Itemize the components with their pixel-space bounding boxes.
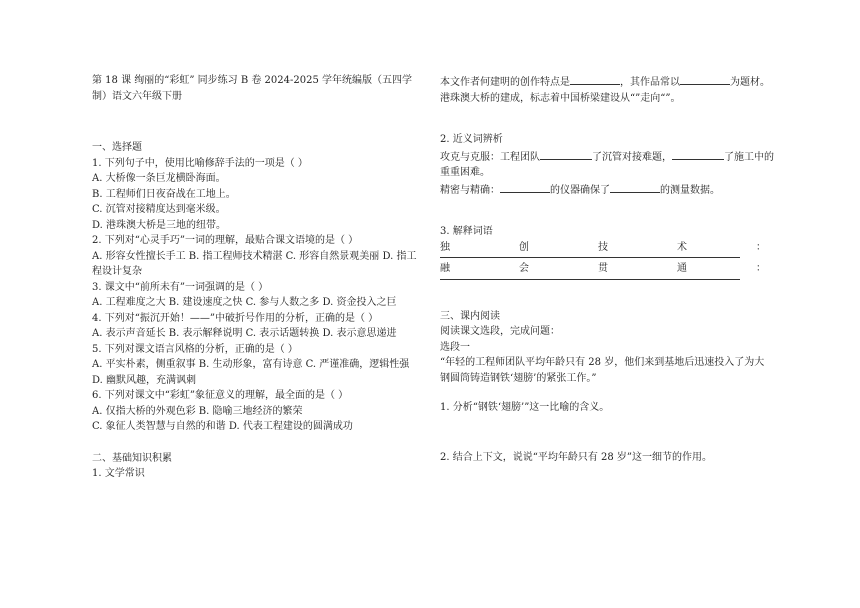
synonym-blank-4[interactable] [610, 181, 660, 193]
question-3-stem: 3. 课文中“前所未有”一词强调的是（ ） [92, 281, 269, 293]
question-1-option-b: B. 工程师们日夜奋战在工地上。 [92, 188, 236, 200]
question-6-stem: 6. 下列对课文中“彩虹”象征意义的理解，最全面的是（ ） [92, 390, 349, 401]
synonym-blank-3[interactable] [500, 181, 550, 193]
definition-subheading: 3. 解释词语 [440, 226, 493, 237]
definition-word-1: 独 创 技 术 ： [440, 241, 766, 253]
literature-blank-2[interactable] [680, 73, 730, 85]
definition-word-2: 融 会 贯 通 ： [440, 263, 766, 274]
reading-question-1: 1. 分析“钢铁‘翅膀’”这一比喻的含义。 [440, 402, 610, 413]
right-column [440, 73, 774, 465]
section-heading-basics: 二、基础知识积累 [92, 452, 172, 464]
question-1-option-a: A. 大桥像一条巨龙横卧海面。 [92, 173, 226, 184]
reading-intro: 阅读课文选段，完成问题： [440, 326, 560, 337]
question-3-options: A. 工程难度之大 B. 建设速度之快 C. 参与人数之多 D. 资金投入之巨 [92, 297, 397, 308]
passage-text: “年轻的工程师团队平均年龄只有 28 岁，他们来到基地后迅速投入了为大钢圆筒铸造钢铁‘翅膀’的紧张工作。” [440, 357, 765, 384]
question-1-option-c: C. 沉管对接精度达到毫米级。 [92, 204, 226, 215]
literature-subheading: 1. 文学常识 [92, 468, 145, 479]
literature-blank-1[interactable] [570, 73, 620, 85]
definition-answer-line-1[interactable] [440, 257, 740, 258]
question-6-options-line-2: C. 象征人类智慧与自然的和谐 D. 代表工程建设的圆满成功 [92, 421, 353, 432]
synonym-subheading: 2. 近义词辨析 [440, 134, 503, 145]
question-2-options: A. 形容女性擅长手工 B. 指工程师技术精湛 C. 形容自然景观美丽 D. 指工程设计复杂 [92, 250, 417, 277]
question-1-stem: 1. 下列句子中，使用比喻修辞手法的一项是（ ） [92, 157, 308, 169]
question-1-option-d: D. 港珠澳大桥是三地的纽带。 [92, 219, 227, 231]
question-5-stem: 5. 下列对课文语言风格的分析，正确的是（ ） [92, 343, 298, 355]
definition-answer-line-2[interactable] [440, 279, 740, 280]
literature-item-1: 本文作者何建明的创作特点是 ，其作品常以 为题材。 [440, 73, 774, 91]
section-heading-choice: 一、选择题 [92, 142, 142, 153]
reading-question-2: 2. 结合上下文，说说“平均年龄只有 28 岁”这一细节的作用。 [440, 451, 713, 463]
left-column [92, 73, 422, 482]
question-4-options: A. 表示声音延长 B. 表示解释说明 C. 表示话题转换 D. 表示意思递进 [92, 328, 397, 339]
question-5-options: A. 平实朴素，侧重叙事 B. 生动形象，富有诗意 C. 严谨准确，逻辑性强 D. 幽默风趣，充满讽刺 [92, 359, 410, 386]
literature-item-2: 港珠澳大桥的建成，标志着中国桥梁建设从“”走向“”。 [440, 92, 681, 104]
section-heading-reading: 三、课内阅读 [440, 310, 500, 322]
question-2-stem: 2. 下列对“心灵手巧”一词的理解，最贴合课文语境的是（ ） [92, 235, 359, 246]
synonym-item-1: 攻克与克服：工程团队 了沉管对接难题， 了施工中的重重困难。 [440, 148, 774, 181]
passage-label: 选段一 [440, 341, 470, 353]
synonym-item-2: 精密与精确： 的仪器确保了 的测量数据。 [440, 181, 774, 199]
page-title: 第 18 课 绚丽的“彩虹” 同步练习 B 卷 2024-2025 学年统编版（五四学制）语文六年级下册 [92, 75, 413, 102]
synonym-blank-1[interactable] [540, 148, 592, 160]
question-6-options-line-1: A. 仅指大桥的外观色彩 B. 隐喻三地经济的繁荣 [92, 405, 303, 417]
question-4-stem: 4. 下列对“振沉开始！——”中破折号作用的分析，正确的是（ ） [92, 312, 379, 324]
synonym-blank-2[interactable] [672, 148, 724, 160]
